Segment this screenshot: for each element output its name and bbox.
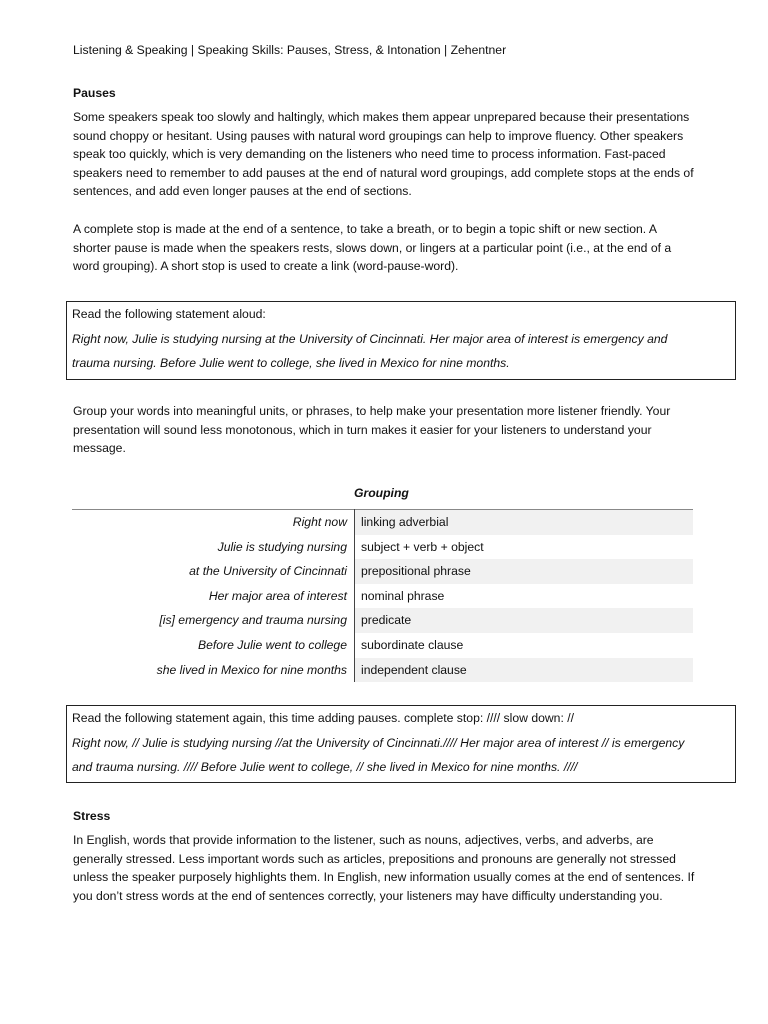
text-line: presentation will sound less monotonous, which in turn makes it easier for your listeners to understand your	[73, 422, 652, 437]
statement-line: trauma nursing. Before Julie went to college, she lived in Mexico for nine months.	[72, 356, 510, 370]
phrase-cell: at the University of Cincinnati	[72, 559, 355, 584]
phrase-cell: Julie is studying nursing	[72, 535, 355, 560]
table-row	[72, 510, 693, 535]
table-row	[72, 658, 693, 683]
table-row	[72, 633, 693, 658]
text-line: you don’t stress words at the end of sentences correctly, your listeners may have difficulty understanding you.	[73, 888, 663, 903]
statement-line: Right now, Julie is studying nursing at the University of Cincinnati. Her major area of interest is emergency and	[72, 331, 668, 346]
table-row	[72, 608, 693, 633]
box-instruction: Read the following statement again, this time adding pauses. complete stop: //// slow down: //	[72, 711, 574, 725]
box-instruction: Read the following statement aloud:	[72, 307, 266, 321]
text-line: shorter pause is made when the speakers rests, slows down, or lingers at a particular point (i.e., at the end of a	[73, 240, 672, 255]
phrase-cell: Before Julie went to college	[72, 633, 355, 658]
page-header: Listening & Speaking | Speaking Skills: Pauses, Stress, & Intonation | Zehentner	[73, 43, 507, 57]
text-line: word grouping). A short stop is used to create a link (word-pause-word).	[73, 259, 459, 274]
table-row	[72, 535, 693, 560]
phrase-type-cell: prepositional phrase	[355, 559, 694, 584]
pauses-heading: Pauses	[73, 86, 116, 100]
phrase-type-cell: independent clause	[355, 658, 694, 683]
phrase-type-cell: subject + verb + object	[361, 539, 484, 554]
read-aloud-box	[66, 301, 736, 380]
phrase-cell: Her major area of interest	[72, 584, 355, 609]
pauses-paragraph-2	[73, 220, 738, 276]
table-row	[72, 559, 693, 584]
text-line: speakers need to remember to add pauses at the end of natural word groupings, add complete stops at the ends of	[73, 165, 694, 180]
grouping-table	[72, 509, 693, 682]
text-line: unless the speaker purposely highlights them. In English, new information usually comes at the end of sentences. If	[73, 870, 695, 885]
text-line: Group your words into meaningful units, or phrases, to help make your presentation more listener friendly. Your	[73, 404, 671, 418]
phrase-type-cell: nominal phrase	[361, 588, 445, 603]
phrase-cell: she lived in Mexico for nine months	[72, 658, 355, 683]
phrase-type-cell: subordinate clause	[361, 637, 464, 652]
pauses-paragraph-1	[73, 108, 738, 201]
text-line: A complete stop is made at the end of a sentence, to take a breath, or to begin a topic shift or new section. A	[73, 222, 657, 236]
phrase-type-cell: predicate	[355, 608, 694, 633]
statement-line: and trauma nursing. //// Before Julie went to college, // she lived in Mexico for nine months. ////	[72, 760, 578, 774]
text-line: Some speakers speak too slowly and haltingly, which makes them appear unprepared because their presentations	[73, 110, 690, 124]
text-line: message.	[73, 441, 126, 456]
stress-paragraph	[73, 831, 738, 905]
phrase-cell: Right now	[72, 510, 355, 535]
table-row	[72, 584, 693, 609]
text-line: sound choppy or hesitant. Using pauses with natural word groupings can help to improve fluency. Other speakers	[73, 128, 684, 143]
text-line: In English, words that provide information to the listener, such as nouns, adjectives, verbs, and adverbs, are	[73, 833, 654, 847]
phrase-type-cell: linking adverbial	[355, 510, 694, 535]
phrase-cell: [is] emergency and trauma nursing	[72, 608, 355, 633]
text-line: generally stressed. Less important words such as articles, prepositions and pronouns are generally not stressed	[73, 851, 676, 866]
grouping-title: Grouping	[354, 486, 409, 500]
text-line: sentences, and add even longer pauses at the end of sections.	[73, 184, 412, 199]
text-line: speak too quickly, which is very demanding on the listeners who need time to process information. Fast-paced	[73, 147, 666, 162]
grouping-paragraph	[73, 402, 738, 458]
statement-line: Right now, // Julie is studying nursing //at the University of Cincinnati.//// Her major area of interest // is emergency	[72, 735, 685, 750]
pauses-practice-box	[66, 705, 736, 783]
stress-heading: Stress	[73, 809, 111, 823]
